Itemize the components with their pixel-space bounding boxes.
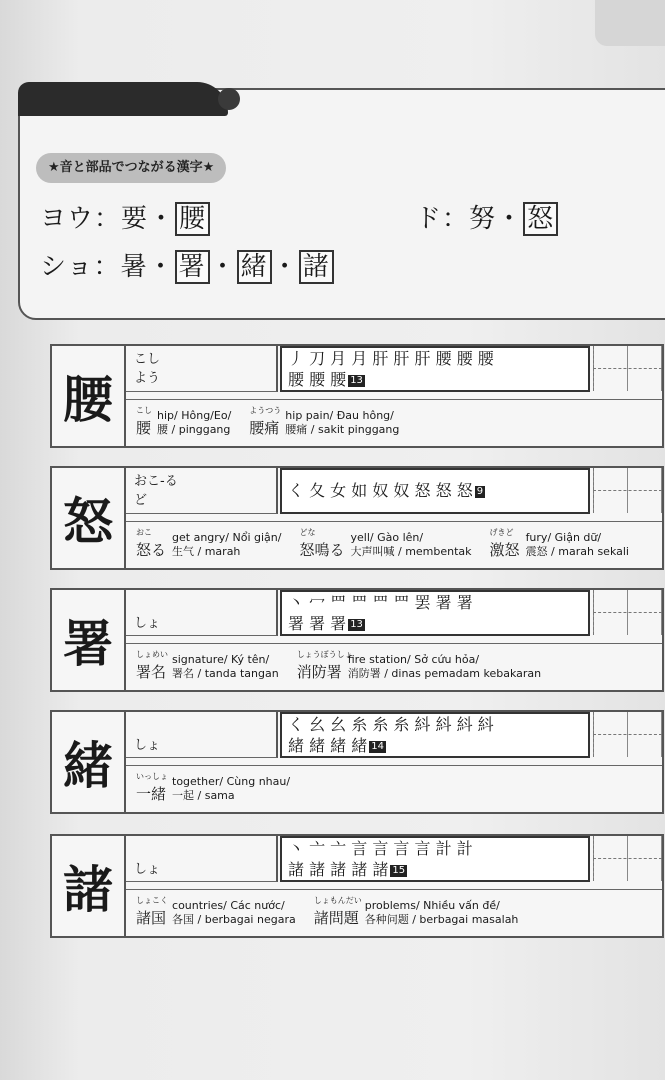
- vocab-item: ようつう 腰痛 hip pain/ Đau hông/ 腰痛 / sakit pinggang: [249, 405, 400, 437]
- kanji: 怒: [52, 468, 126, 568]
- vocab-item: げきど 激怒 fury/ Giận dữ/ 震怒 / marah sekali: [489, 527, 629, 559]
- vocab-item: どな 怒鳴る yell/ Gào lên/ 大声叫喊 / membentak: [299, 527, 472, 559]
- boxed-kanji: 腰: [175, 202, 210, 236]
- vocab-item: こし 腰 hip/ Hông/Eo/ 腰 / pinggang: [136, 405, 232, 437]
- kanji-card: [50, 344, 664, 448]
- stroke-order: く 夂 女 如 奴 奴 怒 怒 怒 9: [280, 468, 590, 514]
- readings: こし よう: [126, 346, 278, 392]
- vocab-item: おこ 怒る get angry/ Nổi giận/ 生气 / marah: [136, 527, 282, 559]
- stroke-order: 丶 亠 亠 言 言 言 言 計 計 諸 諸 諸 諸 諸 15: [280, 836, 590, 882]
- vocab-item: しょこく 諸国 countries/ Các nước/ 各国 / berbagai negara: [136, 895, 296, 927]
- header-pill: ★音と部品でつながる漢字★: [36, 153, 226, 183]
- kanji-card: [50, 834, 664, 938]
- header-row-2: ショ：暑・ 署 ・ 緒 ・ 諸: [40, 246, 334, 283]
- stroke-count: 13: [350, 374, 363, 386]
- kanji-card: [50, 710, 664, 814]
- stroke-count: 13: [350, 618, 363, 630]
- readings: しょ: [126, 836, 278, 882]
- vocab-item: しょうぼうしょ 消防署 fire station/ Sở cứu hỏa/ 消防署 / dinas pemadam kebakaran: [296, 649, 542, 681]
- vocab-row: [126, 765, 662, 812]
- vocab-row: [126, 521, 662, 568]
- kanji: 署: [52, 590, 126, 690]
- kanji-card: [50, 588, 664, 692]
- stroke-order: 丿 刀 月 月 肝 肝 肝 腰 腰 腰 腰 腰 腰 13: [280, 346, 590, 392]
- practice-grid: [593, 468, 662, 490]
- practice-grid: [593, 712, 662, 734]
- kanji: 腰: [52, 346, 126, 446]
- header-row-1: ヨウ：要・ 腰: [40, 198, 210, 235]
- reading: ヨウ: [40, 204, 95, 234]
- stroke-count: 15: [392, 864, 406, 876]
- stroke-order: く 幺 幺 糸 糸 糸 紏 紏 紏 紏 緒 緒 緒 緒 14: [280, 712, 590, 758]
- boxed-kanji: 怒: [523, 202, 558, 236]
- stroke-count: 9: [476, 485, 484, 497]
- readings: しょ: [126, 590, 278, 636]
- page-tab: [595, 0, 665, 46]
- vocab-item: しょもんだい 諸問題 problems/ Nhiều vấn đề/ 各种问题 / berbagai masalah: [313, 895, 519, 927]
- kanji: 緒: [52, 712, 126, 812]
- stroke-count: 14: [371, 740, 384, 752]
- kanji-card: [50, 466, 664, 570]
- stroke-order: 丶 冖 罒 罒 罒 罒 罢 署 署 署 署 署 13: [280, 590, 590, 636]
- header-row-1b: ド：努・ 怒: [415, 198, 558, 235]
- practice-grid: [593, 590, 662, 612]
- vocab-item: しょめい 署名 signature/ Ký tên/ 署名 / tanda tangan: [136, 649, 279, 681]
- practice-grid: [593, 836, 662, 858]
- kanji: 諸: [52, 836, 126, 936]
- vocab-row: [126, 399, 662, 446]
- readings: おこ-る ど: [126, 468, 278, 514]
- header-strip: [18, 82, 228, 116]
- vocab-item: いっしょ 一緒 together/ Cùng nhau/ 一起 / sama: [136, 771, 291, 803]
- readings: しょ: [126, 712, 278, 758]
- vocab-row: [126, 889, 662, 936]
- practice-grid: [593, 346, 662, 368]
- vocab-row: [126, 643, 662, 690]
